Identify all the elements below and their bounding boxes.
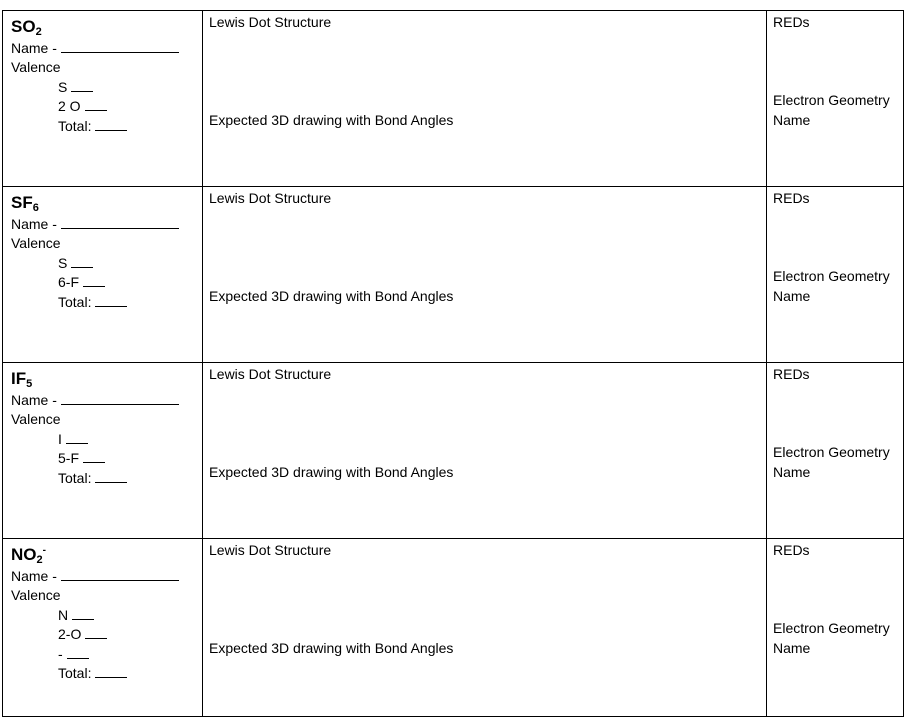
electron-geometry-label: Electron Geometry (773, 92, 890, 108)
geometry-name-label: Name (773, 112, 811, 128)
valence-label: Valence (11, 411, 61, 427)
total-field[interactable]: Total: (58, 118, 127, 134)
reds-label: REDs (773, 366, 810, 382)
total-field[interactable]: Total: (58, 294, 127, 310)
molecule-info-cell (3, 187, 203, 362)
total-field[interactable]: Total: (58, 665, 127, 681)
3d-drawing-label: Expected 3D drawing with Bond Angles (209, 112, 454, 128)
geometry-name-label: Name (773, 640, 811, 656)
valence-item[interactable]: S (58, 79, 93, 95)
drawing-cell (203, 363, 767, 538)
electron-geometry-label: Electron Geometry (773, 620, 890, 636)
lewis-dot-label: Lewis Dot Structure (209, 190, 332, 206)
table-row (3, 363, 903, 539)
reds-label: REDs (773, 190, 810, 206)
worksheet-table (2, 10, 904, 717)
molecule-info-cell (3, 539, 203, 716)
geometry-name-label: Name (773, 288, 811, 304)
geometry-cell (767, 363, 903, 538)
geometry-cell (767, 539, 903, 716)
valence-item[interactable]: 5-F (58, 450, 105, 466)
lewis-dot-label: Lewis Dot Structure (209, 14, 332, 30)
molecule-info-cell (3, 11, 203, 186)
valence-item[interactable]: N (58, 607, 94, 623)
name-field[interactable]: Name - (11, 40, 179, 56)
valence-label: Valence (11, 235, 61, 251)
electron-geometry-label: Electron Geometry (773, 444, 890, 460)
total-field[interactable]: Total: (58, 470, 127, 486)
molecule-formula: $SF_6$ (11, 193, 39, 214)
valence-item[interactable]: S (58, 255, 93, 271)
geometry-cell (767, 11, 903, 186)
drawing-cell (203, 11, 767, 186)
geometry-cell (767, 187, 903, 362)
reds-label: REDs (773, 14, 810, 30)
table-row (3, 11, 903, 187)
valence-item[interactable]: - (58, 646, 89, 662)
3d-drawing-label: Expected 3D drawing with Bond Angles (209, 464, 454, 480)
valence-item[interactable]: 6-F (58, 274, 105, 290)
reds-label: REDs (773, 542, 810, 558)
electron-geometry-label: Electron Geometry (773, 268, 890, 284)
3d-drawing-label: Expected 3D drawing with Bond Angles (209, 640, 454, 656)
molecule-info-cell (3, 363, 203, 538)
valence-item[interactable]: I (58, 431, 88, 447)
name-field[interactable]: Name - (11, 568, 179, 584)
3d-drawing-label: Expected 3D drawing with Bond Angles (209, 288, 454, 304)
name-field[interactable]: Name - (11, 392, 179, 408)
valence-item[interactable]: 2-O (58, 626, 107, 642)
drawing-cell (203, 539, 767, 716)
table-row (3, 187, 903, 363)
lewis-dot-label: Lewis Dot Structure (209, 542, 332, 558)
name-field[interactable]: Name - (11, 216, 179, 232)
lewis-dot-label: Lewis Dot Structure (209, 366, 332, 382)
valence-label: Valence (11, 59, 61, 75)
molecule-formula: $NO_2^-$ (11, 545, 46, 566)
molecule-formula: $IF_5$ (11, 369, 33, 390)
drawing-cell (203, 187, 767, 362)
valence-item[interactable]: 2 O (58, 98, 107, 114)
molecule-formula: $SO_2$ (11, 17, 42, 38)
geometry-name-label: Name (773, 464, 811, 480)
table-row (3, 539, 903, 716)
valence-label: Valence (11, 587, 61, 603)
